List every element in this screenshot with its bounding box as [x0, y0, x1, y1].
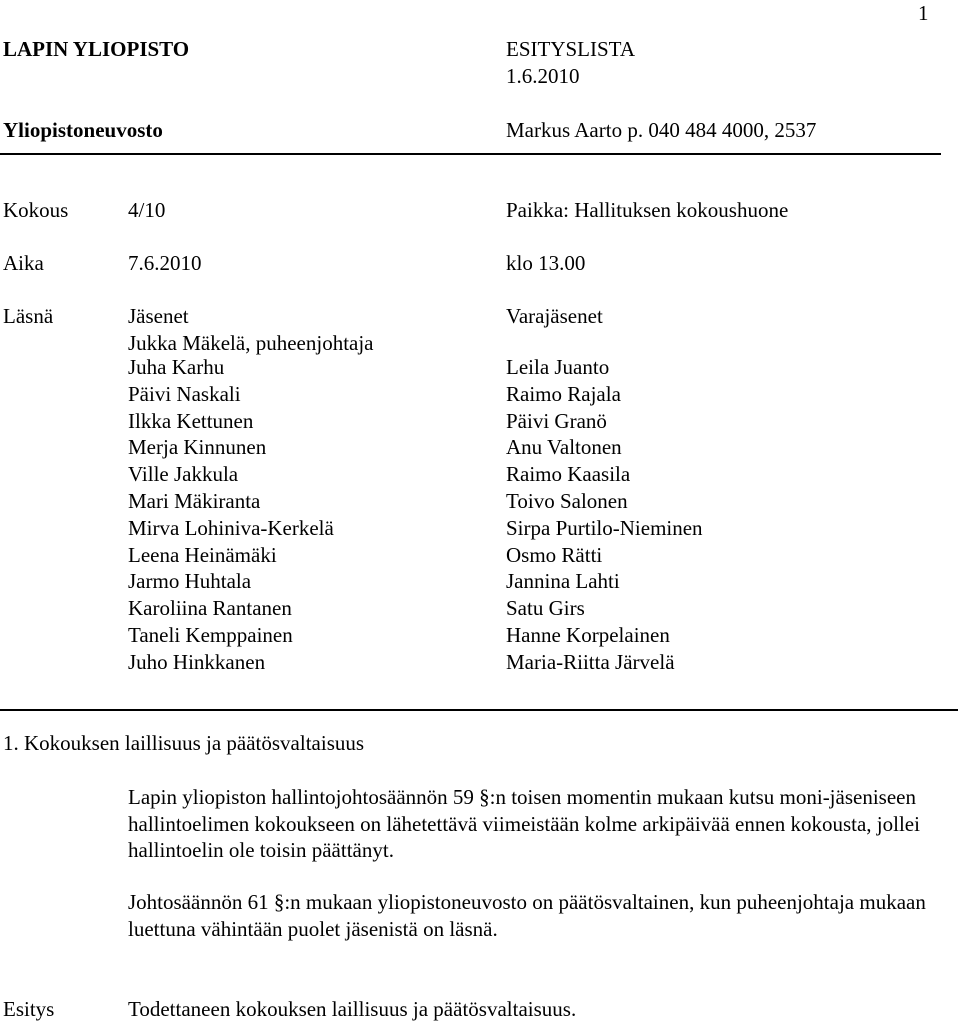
list-item: Satu Girs [506, 596, 585, 621]
list-item: Ville Jakkula [128, 462, 239, 487]
list-item: Leena Heinämäki [128, 542, 277, 567]
list-item: Osmo Rätti [506, 542, 603, 567]
list-item: Jannina Lahti [506, 569, 620, 594]
section-divider [0, 709, 958, 711]
proposal-label: Esitys [3, 997, 55, 1021]
meeting-time: klo 13.00 [506, 251, 586, 275]
page-number: 1 [918, 1, 929, 25]
list-item: Maria-Riitta Järvelä [506, 649, 675, 674]
list-item: Ilkka Kettunen [128, 408, 254, 433]
present-label: Läsnä [3, 304, 54, 328]
time-label: Aika [3, 251, 44, 275]
list-item: Leila Juanto [506, 355, 610, 379]
document-type: ESITYSLISTA [506, 37, 635, 61]
list-item: Jarmo Huhtala [128, 569, 252, 594]
list-item: Raimo Rajala [506, 381, 621, 406]
meeting-date: 7.6.2010 [128, 251, 202, 275]
list-item: Mirva Lohiniva-Kerkelä [128, 515, 334, 540]
list-item: Päivi Naskali [128, 381, 241, 406]
header-divider [0, 153, 941, 155]
meeting-place: Paikka: Hallituksen kokoushuone [506, 198, 789, 222]
meeting-number: 4/10 [128, 198, 166, 222]
contact-person: Markus Aarto p. 040 484 4000, 2537 [506, 118, 817, 142]
proposal-text: Todettaneen kokouksen laillisuus ja päätösvaltaisuus. [128, 997, 577, 1021]
document-date: 1.6.2010 [506, 64, 580, 88]
members-list [128, 354, 334, 676]
list-item: Merja Kinnunen [128, 435, 267, 460]
organization-name: LAPIN YLIOPISTO [3, 37, 190, 61]
list-item: Sirpa Purtilo-Nieminen [506, 515, 703, 540]
list-item: Toivo Salonen [506, 488, 628, 513]
list-item: Taneli Kemppainen [128, 622, 293, 647]
list-item: Hanne Korpelainen [506, 622, 670, 647]
list-item: Juho Hinkkanen [128, 649, 266, 674]
legal-basis-paragraph: Lapin yliopiston hallintojohtosäännön 59 §:n toisen momentin mukaan kutsu moni-jäseniseen hallintoelimen kokoukseen on lähetettävä viimeistään kolme arkipäivää ennen kokousta, jollei hallintoelin ole toisin päättänyt. [128, 785, 920, 862]
list-item: Juha Karhu [128, 355, 225, 379]
meeting-label: Kokous [3, 198, 69, 222]
governing-body: Yliopistoneuvosto [3, 118, 163, 142]
quorum-paragraph: Johtosäännön 61 §:n mukaan yliopistoneuvosto on päätösvaltainen, kun puheenjohtaja mukaan luettuna vähintään puolet jäsenistä on läsnä. [128, 890, 926, 941]
deputies-list [506, 354, 703, 676]
deputies-heading: Varajäsenet [506, 304, 603, 328]
list-item: Mari Mäkiranta [128, 488, 261, 513]
list-item: Anu Valtonen [506, 435, 622, 460]
agenda-item-heading: 1. Kokouksen laillisuus ja päätösvaltaisuus [3, 731, 365, 755]
chair-name: Jukka Mäkelä, puheenjohtaja [128, 331, 374, 355]
members-heading: Jäsenet [128, 304, 189, 328]
list-item: Karoliina Rantanen [128, 596, 292, 621]
list-item: Raimo Kaasila [506, 462, 631, 487]
list-item: Päivi Granö [506, 408, 607, 433]
